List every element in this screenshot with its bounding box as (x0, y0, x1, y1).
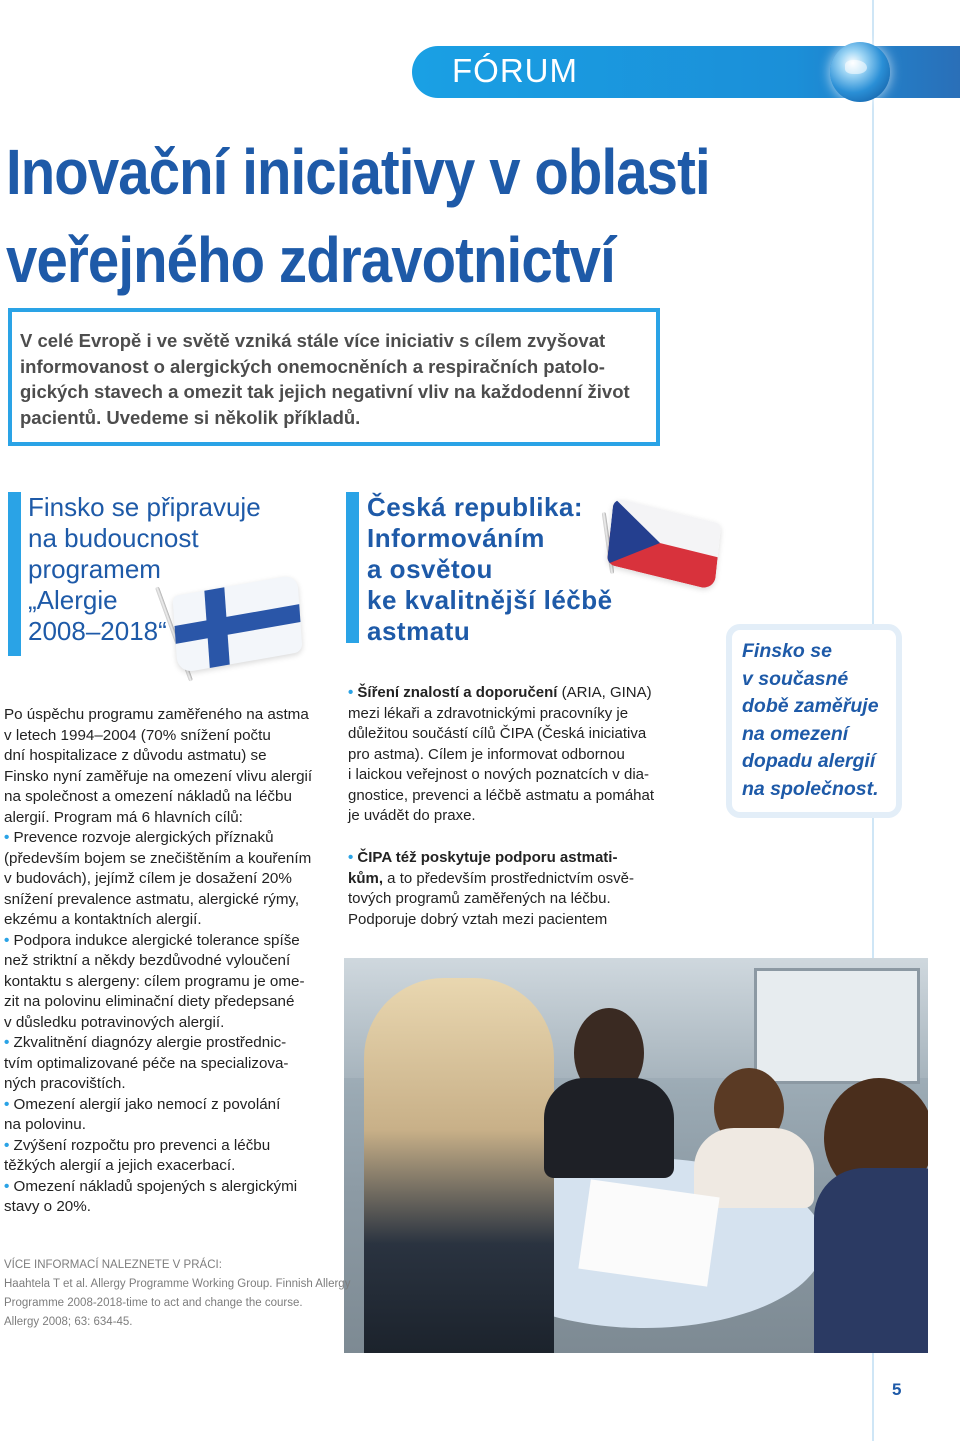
goal-bullet: • Prevence rozvoje alergických příznaků (4, 828, 312, 849)
support-bullet: • ČIPA též poskytuje podporu astmati- (348, 848, 634, 869)
body-line: tových programů zaměřených na léčbu. (348, 890, 611, 907)
heading-line: Informováním (367, 523, 545, 553)
heading-line: programem (28, 554, 161, 584)
intro-line: gických stavech a omezit tak jejich negativní vliv na každodenní život (20, 381, 630, 402)
reference-line: Allergy 2008; 63: 634-45. (4, 1316, 133, 1328)
reference-line: Programme 2008-2018-time to act and change the course. (4, 1297, 303, 1309)
flag-cross-horizontal (175, 604, 301, 644)
intro-line: informovanost o alergických onemocněních a respiračních patolo- (20, 355, 605, 377)
heading-line: astmatu (367, 616, 471, 646)
page-number: 5 (892, 1380, 902, 1399)
heading-line: Finsko se připravuje (28, 492, 261, 522)
page-title (6, 128, 763, 304)
heading-line: ke kvalitnější léčbě (367, 585, 613, 615)
body-line: je uvádět do praxe. (348, 807, 476, 824)
pull-quote-line: Finsko se (742, 640, 832, 662)
czech-article-body (348, 683, 654, 827)
heading-accent-bar (8, 492, 21, 656)
heading-line: Česká republika: (367, 492, 584, 522)
body-line: ekzému a kontaktních alergií. (4, 911, 202, 928)
pull-quote-line: v současné (742, 667, 849, 690)
body-line: kontaktu s alergeny: cílem programu je ome- (4, 972, 305, 990)
bullet-text: (ARIA, GINA) (557, 684, 652, 701)
pull-quote-line: na společnost. (742, 777, 879, 800)
body-line: než striktní a někdy bezdůvodné vyloučení (4, 952, 291, 969)
photo-teacher (364, 978, 554, 1353)
heading-line: 2008–2018“ (28, 616, 167, 646)
section-label: FÓRUM (452, 52, 578, 89)
body-line: stavy o 20%. (4, 1198, 91, 1215)
flag-cross-vertical (204, 587, 229, 668)
goal-bullet: • Omezení alergií jako nemocí z povolání (4, 1095, 312, 1116)
body-line: tvím optimalizované péče na specializova- (4, 1054, 289, 1072)
references (4, 1256, 350, 1332)
pull-quote (742, 638, 879, 803)
body-line: dní hospitalizace z důvodu astmatu) se (4, 747, 267, 764)
body-line: Po úspěchu programu zaměřeného na astma (4, 706, 309, 723)
body-line: alergií. Program má 6 hlavních cílů: (4, 808, 243, 826)
body-line: i laickou veřejnost o nových poznatcích v dia- (348, 766, 649, 783)
body-line: v letech 1994–2004 (70% snížení počtu (4, 726, 271, 744)
intro-line: pacientů. Uvedeme si několik příkladů. (20, 406, 361, 428)
pull-quote-line: době zaměřuje (742, 695, 879, 717)
czech-article-body-2 (348, 848, 634, 930)
body-line: v důsledku potravinových alergií. (4, 1013, 225, 1031)
intro-paragraph (20, 328, 660, 430)
bullet-text: a to především prostřednictvím osvě- (383, 869, 634, 887)
knowledge-bullet (348, 683, 654, 704)
heading-line: na budoucnost (28, 523, 199, 553)
body-line (348, 869, 634, 890)
body-line: snížení prevalence astmatu, alergické rýmy, (4, 890, 300, 908)
goal-bullet: • Podpora indukce alergické tolerance spíše (4, 931, 312, 952)
heading-line: a osvětou (367, 554, 493, 584)
bullet-highlight: Šíření znalostí a doporučení (357, 684, 558, 701)
czech-heading (367, 492, 613, 647)
body-line: zit na polovinu eliminační diety předepsané (4, 993, 295, 1010)
finland-article-body (4, 705, 312, 1218)
flag-blue-triangle (607, 497, 664, 576)
body-line: pro astma). Cílem je informovat odbornou (348, 745, 625, 763)
pull-quote-line: na omezení (742, 722, 849, 745)
body-line: Finsko nyní zaměřuje na omezení vlivu alergií (4, 767, 313, 785)
photo-noticeboard (754, 968, 920, 1084)
goal-bullet: • Zvýšení rozpočtu pro prevenci a léčbu (4, 1136, 312, 1157)
body-line: v budovách), jejímž cílem je dosažení 20% (4, 870, 292, 887)
body-line: gnostice, prevenci a léčbě astmatu a pomáhat (348, 786, 655, 804)
photo-student-body (814, 1168, 928, 1353)
bullet-highlight: kům, (348, 869, 384, 887)
czech-flag-icon (607, 497, 722, 590)
photo-student-body (544, 1078, 674, 1178)
goal-bullet: • Zkvalitnění diagnózy alergie prostřednic- (4, 1033, 312, 1054)
photo-paper (578, 1179, 719, 1286)
body-line: (především bojem se znečištěním a kouřením (4, 849, 312, 867)
heading-line: „Alergie (28, 585, 118, 615)
intro-line: V celé Evropě i ve světě vzniká stále více iniciativ s cílem zvyšovat (20, 330, 606, 351)
heading-accent-bar (346, 492, 359, 643)
students-photo (344, 958, 928, 1353)
goal-bullet: • Omezení nákladů spojených s alergickými (4, 1177, 312, 1198)
body-line: Podporuje dobrý vztah mezi pacientem (348, 910, 608, 928)
globe-continent-highlight (845, 60, 867, 74)
body-line: těžkých alergií a jejich exacerbací. (4, 1157, 236, 1174)
reference-line: Haahtela T et al. Allergy Programme Working Group. Finnish Allergy (4, 1278, 351, 1290)
body-line: na polovinu. (4, 1116, 86, 1133)
body-line: na společnost a omezení nákladů na léčbu (4, 788, 292, 805)
body-line: důležitou součástí cílů ČIPA (Česká iniciativa (348, 725, 647, 742)
body-line: mezi lékaři a zdravotnickými pracovníky je (348, 704, 629, 722)
body-line: ných pracovištích. (4, 1075, 126, 1092)
pull-quote-line: dopadu alergií (742, 750, 876, 772)
title-line: veřejného zdravotnictví (6, 224, 615, 296)
references-heading: VÍCE INFORMACÍ NALEZNETE V PRÁCI: (4, 1259, 222, 1271)
title-line: Inovační iniciativy v oblasti (6, 136, 710, 208)
